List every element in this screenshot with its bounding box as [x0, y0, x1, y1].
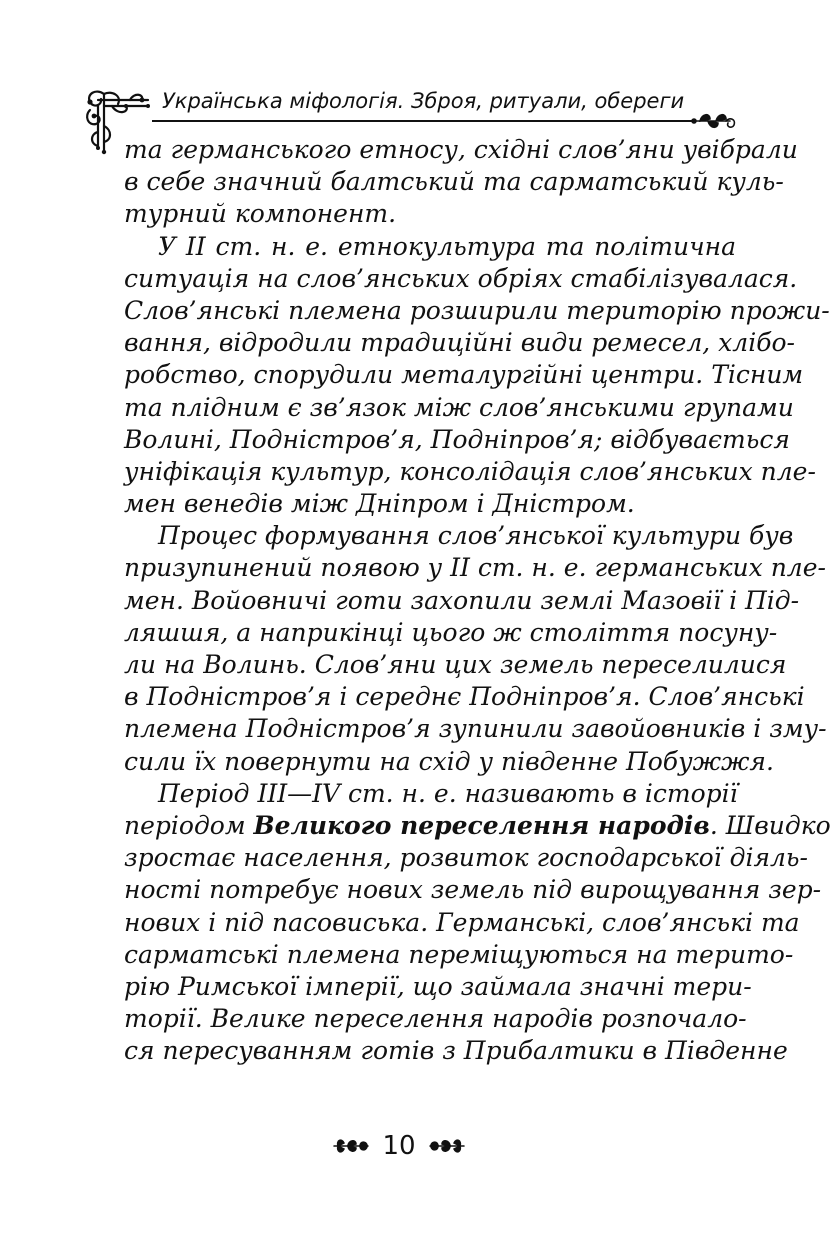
text-line: мен венедів між Дніпром і Дністром. — [124, 489, 635, 519]
text-line: Слов’янські племена розширили територію прожи- — [124, 295, 830, 325]
bold-term: Великого переселення народів — [253, 810, 710, 840]
text-line: Період ІІІ—IV ст. н. е. називають в історії — [158, 778, 738, 808]
text-line: ситуація на слов’янських обріях стабілізувалася. — [124, 263, 798, 293]
fleuron-left-icon — [332, 1135, 372, 1157]
page-footer — [0, 1128, 798, 1164]
text-line: турний компонент. — [124, 199, 397, 229]
body-text — [124, 134, 831, 1067]
header-flourish-icon — [690, 107, 738, 133]
text-line: в себе значний балтський та сарматський куль- — [124, 167, 784, 197]
text-line: зростає населення, розвиток господарської діяль- — [124, 843, 808, 873]
text-line: робство, спорудили металургійні центри. Тісним — [124, 360, 804, 390]
text-segment: . Швидко — [709, 810, 831, 840]
text-line: сарматські племена переміщуються на терито- — [124, 939, 794, 969]
text-line: ляшшя, а наприкінці цього ж століття посуну- — [124, 617, 778, 647]
text-line: уніфікація культур, консолідація слов’янських пле- — [124, 456, 816, 486]
text-line: та германського етносу, східні слов’яни увібрали — [124, 135, 798, 164]
text-line: нових і під пасовиська. Германські, слов’янські та — [124, 907, 800, 937]
text-line: вання, відродили традиційні види ремесел, хлібо- — [124, 328, 795, 358]
text-line: У ІІ ст. н. е. етнокультура та політична — [158, 231, 736, 261]
text-segment: періодом — [124, 810, 254, 840]
text-line: сили їх повернути на схід у південне Побужжя. — [124, 746, 774, 776]
text-line: племена Подністров’я зупинили завойовників і зму- — [124, 714, 827, 744]
text-line: в Подністров’я і середнє Подніпров’я. Слов’янські — [124, 682, 805, 712]
text-line: мен. Войовничі готи захопили землі Мазовії і Під- — [124, 585, 800, 615]
text-line: ли на Волинь. Слов’яни цих земель переселилися — [124, 650, 787, 679]
text-line: ся пересуванням готів з Прибалтики в Південне — [124, 1036, 788, 1066]
header-rule — [152, 120, 692, 122]
text-line: ності потребує нових земель під вирощування зер- — [124, 875, 822, 905]
text-line: рію Римської імперії, що займала значні тери- — [124, 971, 752, 1001]
text-line-with-bold — [124, 810, 831, 842]
running-title: Українська міфологія. Зброя, ритуали, обереги — [162, 89, 685, 113]
text-line: призупинений появою у ІІ ст. н. е. германських пле- — [124, 553, 826, 583]
text-line: та плідним є зв’язок між слов’янськими групами — [124, 392, 794, 422]
text-line: Волині, Подністров’я, Подніпров’я; відбувається — [124, 424, 790, 454]
text-line: Процес формування слов’янської культури був — [158, 521, 794, 551]
fleuron-right-icon — [426, 1135, 466, 1157]
text-line: торії. Велике переселення народів розпочало- — [124, 1004, 747, 1034]
page-number: 10 — [382, 1131, 416, 1161]
